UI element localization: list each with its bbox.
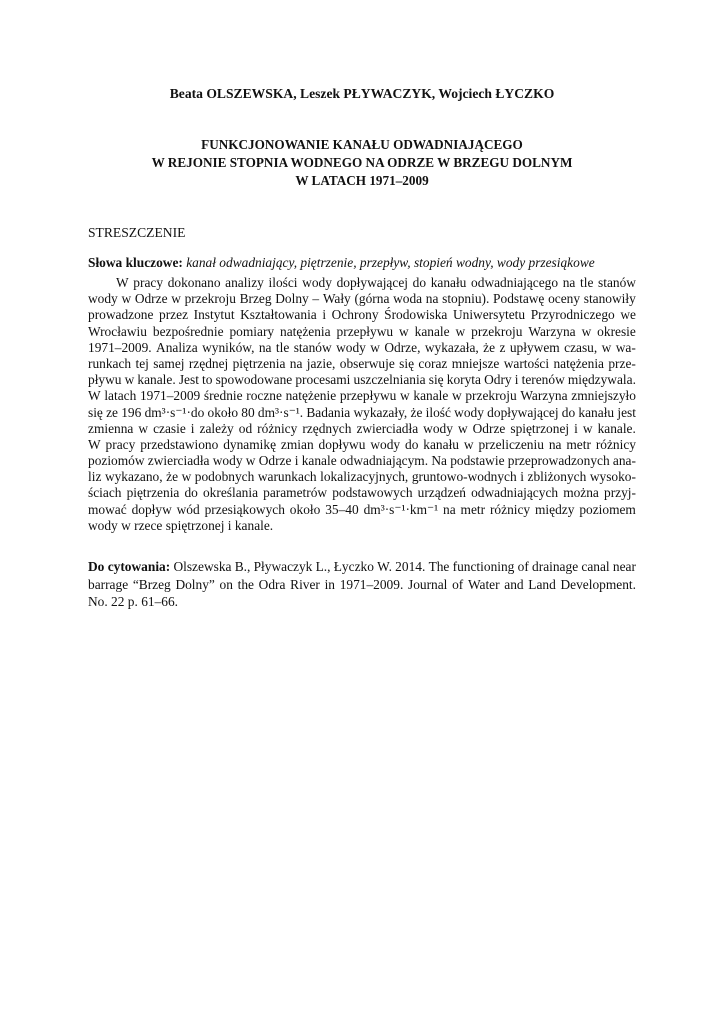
abstract-line: liz wykazano, że w podobnych warunkach lokalizacyjnych, gruntowo-wodnych i zbliżonych wysoko- (88, 469, 636, 485)
abstract-body (88, 275, 636, 534)
abstract-line: pływu w kanale. Jest to spowodowane procesami uszczelniania się koryta Odry i terenów międzywala. (88, 372, 636, 388)
abstract-line: zmienna w czasie i zależy od różnicy rzędnych zwierciadła wody w Odrze spiętrzonej i w kanale. (88, 420, 636, 436)
abstract-line: ściach piętrzenia do określania parametrów podstawowych urządzeń odwadniających można przyj- (88, 485, 636, 501)
abstract-line: W pracy dokonano analizy ilości wody dopływającej do kanału odwadniającego na tle stanów (116, 275, 636, 290)
abstract-line: poziomów zwierciadła wody w Odrze i kanale odwadniającym. Na podstawie przeprowadzonych ana- (88, 453, 636, 469)
keywords-label: Słowa kluczowe: (88, 255, 183, 270)
paper-title (88, 136, 636, 190)
keywords (88, 255, 636, 271)
abstract-line: się ze 196 dm³·s⁻¹·do około 80 dm³·s⁻¹. Badania wykazały, że ilość wody dopływającej do kanału jest (88, 404, 636, 420)
keywords-text: kanał odwadniający, piętrzenie, przepływ, stopień wodny, wody przesiąkowe (182, 255, 595, 270)
citation-line: barrage “Brzeg Dolny” on the Odra River in 1971–2009. Journal of Water and Land Development. (88, 576, 636, 592)
abstract-line: runkach tej samej rzędnej piętrzenia na jazie, obserwuje się coraz mniejsze wartości natężenia prze- (88, 355, 636, 371)
citation-line: No. 22 p. 61–66. (88, 594, 179, 609)
abstract-line: wody w Odrze w przekroju Brzeg Dolny – Wały (górna woda na stopniu). Podstawę oceny stanowiły (88, 291, 636, 307)
section-heading: STRESZCZENIE (88, 225, 186, 240)
title-line: W REJONIE STOPNIA WODNEGO NA ODRZE W BRZEGU DOLNYM (151, 155, 573, 170)
paper-authors: Beata OLSZEWSKA, Leszek PŁYWACZYK, Wojciech ŁYCZKO (169, 86, 555, 101)
abstract-line: wody w rzece spiętrzonej i kanale. (88, 517, 274, 533)
abstract-line: 1971–2009. Analiza wyników, na tle stanów wody w Odrze, wykazała, że z upływem czasu, w wa- (88, 339, 636, 355)
title-line: W LATACH 1971–2009 (295, 173, 429, 188)
citation-label: Do cytowania: (88, 559, 171, 574)
abstract-line: mować dopływ wód przesiąkowych około 35–40 dm³·s⁻¹·km⁻¹ na metr różnicy między poziomem (88, 501, 636, 517)
abstract-line: W pracy przedstawiono dynamikę zmian dopływu wody do kanału w przeliczeniu na metr różnicy (88, 436, 636, 452)
abstract-line: Wrocławiu bezpośrednie pomiary natężenia przepływu w kanale w przekroju Warzyna w okresie (88, 323, 636, 339)
abstract-line: W latach 1971–2009 średnie roczne natężenie przepływu w kanale w przekroju Warzyna zmniejszyło (88, 388, 636, 404)
citation-line: Do cytowania: Olszewska B., Pływaczyk L., Łyczko W. 2014. The functioning of drainage canal near (88, 559, 636, 574)
abstract-line: prowadzone przez Instytut Kształtowania i Ochrony Środowiska Uniwersytetu Przyrodniczego we (88, 307, 636, 323)
title-line: FUNKCJONOWANIE KANAŁU ODWADNIAJĄCEGO (201, 137, 523, 152)
citation (88, 558, 636, 611)
